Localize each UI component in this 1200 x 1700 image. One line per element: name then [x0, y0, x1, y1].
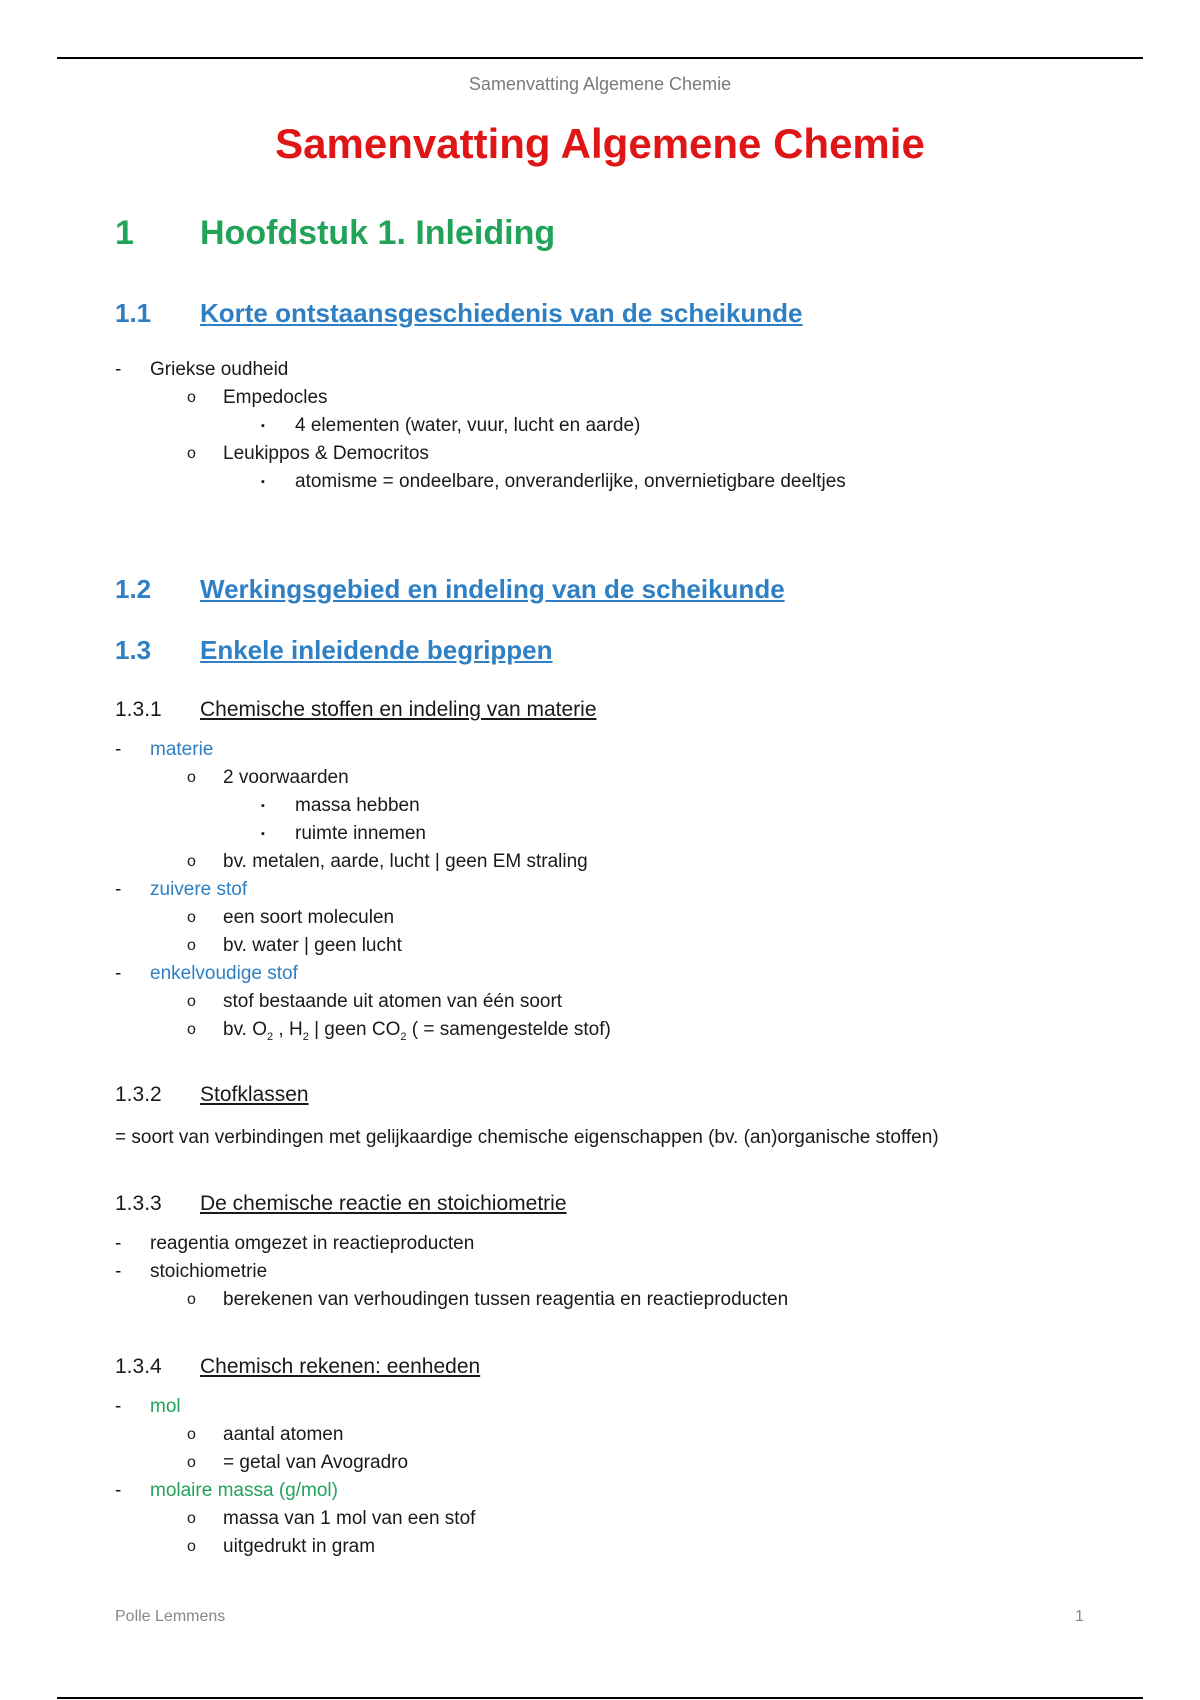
footer-page-number: 1 — [1075, 1608, 1084, 1625]
chapter-title: Hoofdstuk 1. Inleiding — [200, 214, 556, 252]
footer-author: Polle Lemmens — [115, 1608, 226, 1625]
list-item-text: 4 elementen (water, vuur, lucht en aarde) — [295, 415, 641, 436]
section-number: 1.2 — [115, 574, 152, 604]
subsection-number: 1.3.1 — [115, 698, 162, 721]
bullet-marker: o — [187, 1510, 196, 1527]
bullet-marker: ▪ — [261, 828, 265, 840]
subsection-1-3-1-heading — [115, 698, 597, 722]
bottom-rule — [57, 1697, 1143, 1699]
subsection-1-3-3-heading — [115, 1192, 567, 1216]
bullet-marker: - — [115, 879, 122, 900]
list-item-text: 2 voorwaarden — [223, 767, 349, 788]
formula-text: bv. $O_2$ , $H_2$ | geen $CO_2$ ( = samengestelde stof) — [223, 1019, 611, 1043]
bullet-marker: - — [115, 1233, 122, 1254]
section-number: 1.1 — [115, 298, 152, 328]
list-item-text: aantal atomen — [223, 1424, 344, 1445]
subsection-title: Chemische stoffen en indeling van materie — [200, 698, 597, 721]
subsection-number: 1.3.4 — [115, 1355, 162, 1378]
bullet-marker: o — [187, 1021, 196, 1038]
subsection-title: De chemische reactie en stoichiometrie — [200, 1192, 567, 1215]
section-title: Enkele inleidende begrippen — [200, 635, 553, 665]
section-1-2-heading — [115, 574, 785, 605]
list-item-text: Griekse oudheid — [150, 359, 289, 380]
document-title: Samenvatting Algemene Chemie — [275, 120, 925, 167]
list-item-text: zuivere stof — [150, 879, 248, 900]
subsection-1-3-4-heading — [115, 1355, 480, 1379]
list-item-text: ruimte innemen — [295, 823, 426, 844]
chapter-number: 1 — [115, 214, 134, 252]
list-item-text: reagentia omgezet in reactieproducten — [150, 1233, 475, 1254]
running-header: Samenvatting Algemene Chemie — [468, 74, 732, 94]
stofklassen-paragraph: = soort van verbindingen met gelijkaardige chemische eigenschappen (bv. (an)organische stoffen) — [115, 1127, 939, 1148]
list-item-text: bv. metalen, aarde, lucht | geen EM straling — [223, 851, 588, 872]
subsection-1-3-2-heading — [115, 1083, 309, 1107]
bullet-marker: ▪ — [261, 800, 265, 812]
subsection-title: Chemisch rekenen: eenheden — [200, 1355, 481, 1378]
bullet-marker: ▪ — [261, 420, 265, 432]
bullet-marker: o — [187, 937, 196, 954]
bullet-marker: - — [115, 963, 122, 984]
list-item-text: materie — [150, 739, 214, 760]
bullet-marker: o — [187, 853, 196, 870]
bullet-marker: - — [115, 1480, 122, 1501]
bullet-marker: o — [187, 445, 196, 462]
list-item-text: mol — [150, 1396, 181, 1417]
list-item-text: atomisme = ondeelbare, onveranderlijke, onvernietigbare deeltjes — [295, 471, 846, 492]
subsection-number: 1.3.2 — [115, 1083, 162, 1106]
section-1-1-heading — [115, 298, 803, 329]
bullet-marker: o — [187, 993, 196, 1010]
list-item-text: stoichiometrie — [150, 1261, 268, 1282]
subsection-title: Stofklassen — [200, 1083, 309, 1106]
bullet-marker: - — [115, 1261, 122, 1282]
section-number: 1.3 — [115, 635, 152, 665]
list-item-text: massa van 1 mol van een stof — [223, 1508, 476, 1529]
list-item-text: uitgedrukt in gram — [223, 1536, 376, 1557]
top-rule — [57, 57, 1143, 59]
list-item-text: Leukippos & Democritos — [223, 443, 429, 464]
bullet-marker: o — [187, 1426, 196, 1443]
bullet-marker: o — [187, 769, 196, 786]
bullet-marker: - — [115, 359, 122, 380]
list-item-text: een soort moleculen — [223, 907, 395, 928]
list-item-text: = getal van Avogradro — [223, 1452, 409, 1473]
list-item-text: massa hebben — [295, 795, 420, 816]
bullet-marker: o — [187, 1291, 196, 1308]
section-1-3-heading — [115, 635, 553, 666]
section-title: Werkingsgebied en indeling van de scheikunde — [200, 574, 785, 604]
bullet-marker: o — [187, 1454, 196, 1471]
list-item-text: Empedocles — [223, 387, 328, 408]
list-item-text: bv. water | geen lucht — [223, 935, 402, 956]
list-item-text: stof bestaande uit atomen van één soort — [223, 991, 563, 1012]
bullet-marker: o — [187, 909, 196, 926]
bullet-marker: o — [187, 389, 196, 406]
bullet-marker: o — [187, 1538, 196, 1555]
subsection-number: 1.3.3 — [115, 1192, 162, 1215]
section-title: Korte ontstaansgeschiedenis van de scheikunde — [200, 298, 803, 328]
list-item-text: molaire massa (g/mol) — [150, 1480, 338, 1501]
list-item-text: berekenen van verhoudingen tussen reagentia en reactieproducten — [223, 1289, 789, 1310]
chapter-heading — [115, 214, 555, 253]
list-item-text: enkelvoudige stof — [150, 963, 298, 984]
bullet-marker: - — [115, 739, 122, 760]
bullet-marker: - — [115, 1396, 122, 1417]
bullet-marker: ▪ — [261, 476, 265, 488]
